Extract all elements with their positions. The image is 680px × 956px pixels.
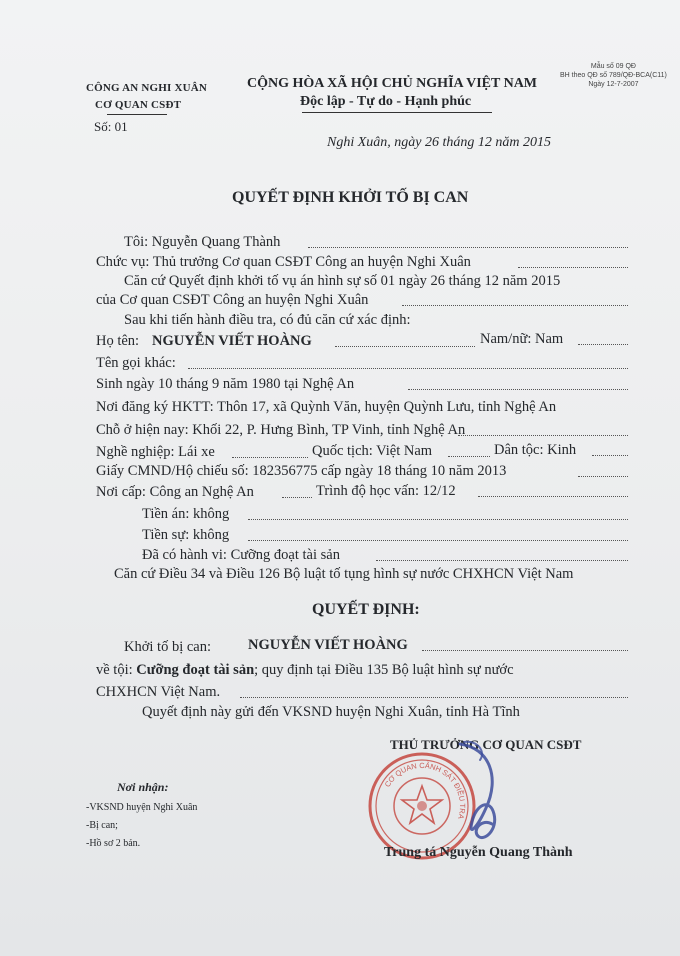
ethnicity-field: Dân tộc: Kinh bbox=[494, 442, 577, 458]
birth-field: Sinh ngày 10 tháng 9 năm 1980 tại Nghệ An bbox=[96, 376, 355, 392]
signer-name: Trung tá Nguyễn Quang Thành bbox=[384, 845, 573, 860]
recipient-item: -Bị can; bbox=[86, 820, 118, 831]
officer-line: Tôi: Nguyễn Quang Thành bbox=[124, 234, 281, 250]
sent-to-line: Quyết định này gửi đến VKSND huyện Nghi Xuân, tỉnh Hà Tĩnh bbox=[142, 704, 520, 720]
legal-basis-line: Căn cứ Điều 34 và Điều 126 Bộ luật tố tụng hình sự nước CHXHCN Việt Nam bbox=[114, 566, 574, 582]
dotted-leader bbox=[188, 368, 628, 369]
recipients-title: Nơi nhận: bbox=[117, 780, 169, 794]
registration-field: Nơi đăng ký HKTT: Thôn 17, xã Quỳnh Văn, huyện Quỳnh Lưu, tỉnh Nghệ An bbox=[96, 399, 557, 415]
conduct-field: Đã có hành vi: Cưỡng đoạt tài sản bbox=[142, 547, 340, 563]
position-line: Chức vụ: Thủ trưởng Cơ quan CSĐT Công an huyện Nghi Xuân bbox=[96, 254, 471, 270]
education-field: Trình độ học vấn: 12/12 bbox=[316, 483, 456, 499]
crime-prefix: về tội: bbox=[96, 662, 133, 678]
dotted-leader bbox=[518, 267, 628, 268]
prior-offences-field: Tiền sự: không bbox=[142, 527, 230, 543]
id-card-field: Giấy CMND/Hộ chiếu số: 182356775 cấp ngày 18 tháng 10 năm 2013 bbox=[96, 463, 507, 479]
signer-title: THỦ TRƯỞNG CƠ QUAN CSĐT bbox=[390, 737, 582, 752]
dotted-leader bbox=[248, 519, 628, 520]
gender-field: Nam/nữ: Nam bbox=[480, 331, 564, 347]
residence-field: Chỗ ở hiện nay: Khối 22, P. Hưng Bình, TP Vinh, tỉnh Nghệ An bbox=[96, 422, 466, 438]
defendant-name-label: Họ tên: bbox=[96, 333, 140, 349]
dotted-leader bbox=[248, 540, 628, 541]
dotted-leader bbox=[232, 457, 308, 458]
nationality-field: Quốc tịch: Việt Nam bbox=[312, 443, 433, 459]
issued-by-field: Nơi cấp: Công an Nghệ An bbox=[96, 484, 254, 500]
dotted-leader bbox=[308, 247, 628, 248]
motto-underline bbox=[302, 112, 492, 113]
form-note-line: BH theo QĐ số 789/QĐ-BCA(C11) bbox=[560, 72, 667, 79]
dotted-leader bbox=[578, 476, 628, 477]
dotted-leader bbox=[578, 344, 628, 345]
document-number: Số: 01 bbox=[94, 119, 128, 134]
decision-heading: QUYẾT ĐỊNH: bbox=[312, 601, 420, 618]
form-note bbox=[560, 62, 667, 89]
dotted-leader bbox=[422, 650, 628, 651]
agency-name: CÔNG AN NGHI XUÂN bbox=[86, 82, 208, 94]
republic-name: CỘNG HÒA XÃ HỘI CHỦ NGHĨA VIỆT NAM bbox=[247, 76, 538, 91]
dotted-leader bbox=[408, 389, 628, 390]
prosecute-name: NGUYỄN VIẾT HOÀNG bbox=[248, 637, 408, 653]
agency-underline bbox=[107, 114, 167, 115]
occupation-field: Nghề nghiệp: Lái xe bbox=[96, 444, 215, 460]
dotted-leader bbox=[448, 456, 490, 457]
date-line: Nghi Xuân, ngày 26 tháng 12 năm 2015 bbox=[327, 135, 551, 150]
defendant-name: NGUYỄN VIẾT HOÀNG bbox=[152, 333, 312, 349]
crime-line-continued: CHXHCN Việt Nam. bbox=[96, 684, 221, 700]
prior-convictions-field: Tiền án: không bbox=[142, 506, 230, 522]
dotted-leader bbox=[458, 435, 628, 436]
alias-field: Tên gọi khác: bbox=[96, 355, 176, 371]
crime-name: Cưỡng đoạt tài sản bbox=[136, 662, 255, 678]
dotted-leader bbox=[335, 346, 475, 347]
crime-line bbox=[96, 662, 514, 679]
basis-line-continued: của Cơ quan CSĐT Công an huyện Nghi Xuân bbox=[96, 292, 369, 308]
dotted-leader bbox=[478, 496, 628, 497]
crime-suffix: ; quy định tại Điều 135 Bộ luật hình sự nước bbox=[254, 662, 514, 678]
document-title: QUYẾT ĐỊNH KHỞI TỐ BỊ CAN bbox=[232, 189, 469, 206]
prosecute-label: Khởi tố bị can: bbox=[124, 639, 211, 655]
dotted-leader bbox=[402, 305, 628, 306]
handwritten-signature-icon bbox=[420, 738, 510, 850]
dotted-leader bbox=[592, 455, 628, 456]
dotted-leader bbox=[376, 560, 628, 561]
recipient-item: -Hồ sơ 2 bản. bbox=[86, 838, 141, 849]
dotted-leader bbox=[240, 697, 628, 698]
investigation-line: Sau khi tiến hành điều tra, có đủ căn cứ xác định: bbox=[124, 312, 411, 328]
recipient-item: -VKSND huyện Nghi Xuân bbox=[86, 802, 198, 813]
national-motto: Độc lập - Tự do - Hạnh phúc bbox=[300, 94, 472, 109]
form-note-line: Mẫu số 09 QĐ bbox=[590, 63, 636, 70]
dotted-leader bbox=[282, 497, 312, 498]
basis-line: Căn cứ Quyết định khởi tố vụ án hình sự số 01 ngày 26 tháng 12 năm 2015 bbox=[124, 273, 561, 289]
seal-text: CƠ QUAN CẢNH SÁT ĐIỀU TRA bbox=[382, 760, 468, 821]
form-note-line: Ngày 12-7-2007 bbox=[588, 81, 639, 88]
agency-unit: CƠ QUAN CSĐT bbox=[95, 99, 182, 111]
